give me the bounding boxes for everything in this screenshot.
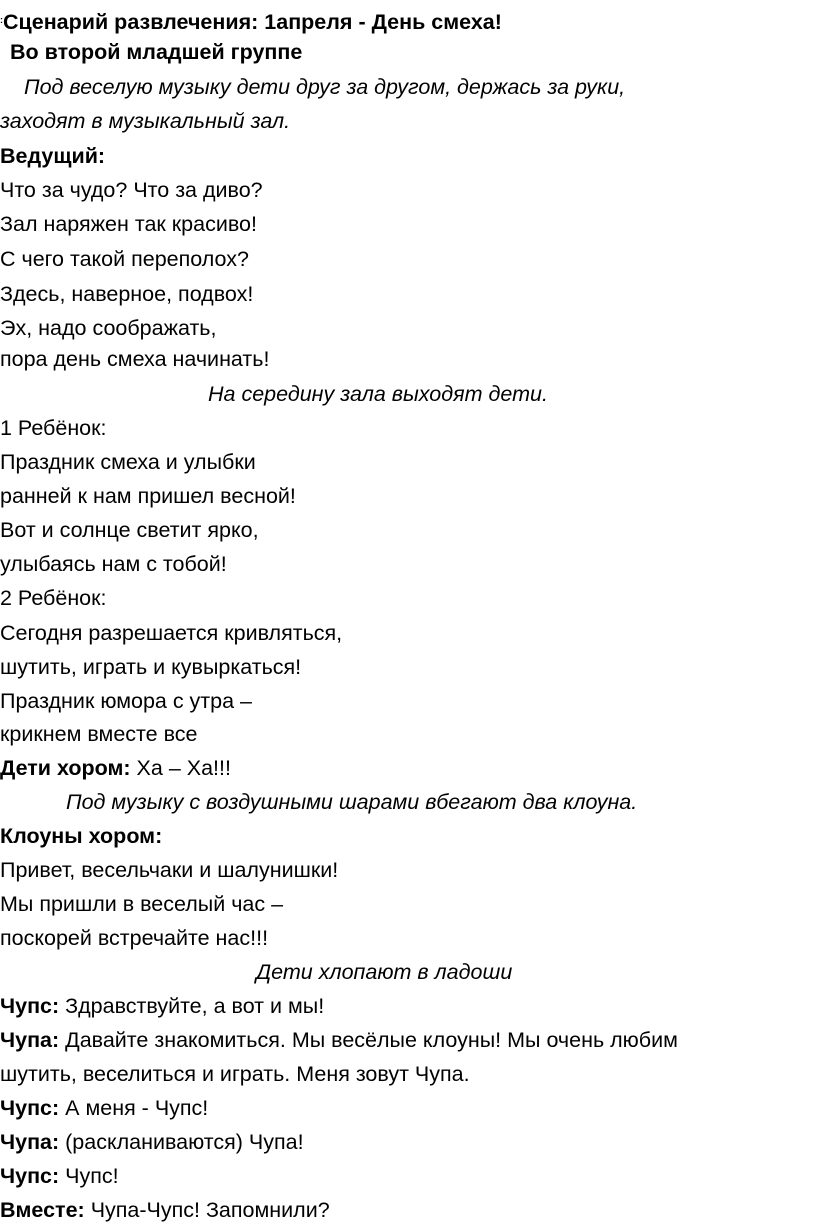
child-1-speaker: 1 Ребёнок: — [0, 416, 107, 440]
intro-line: Под веселую музыку дети друг за другом, держась за руки, — [24, 75, 626, 99]
child-2-speaker: 2 Ребёнок: — [0, 586, 107, 610]
stage-direction: Под музыку с воздушными шарами вбегают два клоуна. — [66, 790, 638, 814]
child-2-verse-line: Сегодня разрешается кривляться, — [0, 621, 343, 645]
host-verse-line: С чего такой переполох? — [0, 247, 249, 271]
host-speaker: Ведущий: — [0, 144, 106, 168]
dialogue-text: Чупа-Чупс! Запомнили? — [84, 1198, 330, 1222]
child-2-verse-line: крикнем вместе все — [0, 722, 198, 746]
child-2-verse-line: Праздник юмора с утра – — [0, 689, 252, 713]
dialogue-speaker: Чупс: — [0, 1096, 60, 1120]
dialogue-speaker: Чупа: — [0, 1028, 60, 1052]
host-verse-line: пора день смеха начинать! — [0, 347, 270, 371]
dialogue-line — [0, 1195, 330, 1225]
dialogue-text: Чупс! — [59, 1164, 119, 1188]
stage-direction: На середину зала выходят дети. — [208, 382, 548, 406]
intro-line: заходят в музыкальный зал. — [0, 109, 291, 133]
host-verse-line: Здесь, наверное, подвох! — [0, 282, 254, 306]
dialogue-continuation: шутить, веселиться и играть. Меня зовут Чупа. — [0, 1062, 470, 1086]
title-text: Сценарий развлечения: 1апреля - День смеха! — [3, 10, 502, 34]
child-2-verse-line: шутить, играть и кувыркаться! — [0, 655, 302, 679]
host-verse-line: Что за чудо? Что за диво? — [0, 178, 263, 202]
dialogue-text: А меня - Чупс! — [59, 1096, 209, 1120]
stage-direction: Дети хлопают в ладоши — [256, 960, 513, 984]
host-verse-line: Эх, надо соображать, — [0, 316, 217, 340]
dialogue-line — [0, 1025, 678, 1055]
child-1-verse-line: Праздник смеха и улыбки — [0, 450, 256, 474]
clowns-chorus-speaker: Клоуны хором: — [0, 824, 163, 848]
dialogue-speaker: Чупс: — [0, 1164, 60, 1188]
clowns-verse-line: поскорей встречайте нас!!! — [0, 926, 269, 950]
dialogue-text: Здравствуйте, а вот и мы! — [59, 994, 325, 1018]
dialogue-line — [0, 1161, 119, 1191]
child-1-verse-line: улыбаясь нам с тобой! — [0, 552, 227, 576]
child-1-verse-line: ранней к нам пришел весной! — [0, 484, 296, 508]
document-subtitle: Во второй младшей группе — [10, 40, 303, 64]
document-title — [0, 5, 502, 37]
dialogue-line — [0, 1093, 208, 1123]
host-verse-line: Зал наряжен так красиво! — [0, 212, 257, 236]
title-marker: : — [0, 15, 3, 25]
dialogue-text: (раскланиваются) Чупа! — [59, 1130, 304, 1154]
children-chorus — [0, 753, 231, 783]
dialogue-line — [0, 991, 324, 1021]
clowns-verse-line: Привет, весельчаки и шалунишки! — [0, 858, 339, 882]
clowns-verse-line: Мы пришли в веселый час – — [0, 892, 284, 916]
children-chorus-speaker: Дети хором: — [0, 756, 131, 780]
dialogue-line — [0, 1127, 304, 1157]
children-chorus-text: Ха – Ха!!! — [130, 756, 231, 780]
child-1-verse-line: Вот и солнце светит ярко, — [0, 518, 259, 542]
dialogue-text: Давайте знакомиться. Мы весёлые клоуны! Мы очень любим — [59, 1028, 678, 1052]
dialogue-speaker: Чупа: — [0, 1130, 60, 1154]
dialogue-speaker: Чупс: — [0, 994, 60, 1018]
dialogue-speaker: Вместе: — [0, 1198, 85, 1222]
